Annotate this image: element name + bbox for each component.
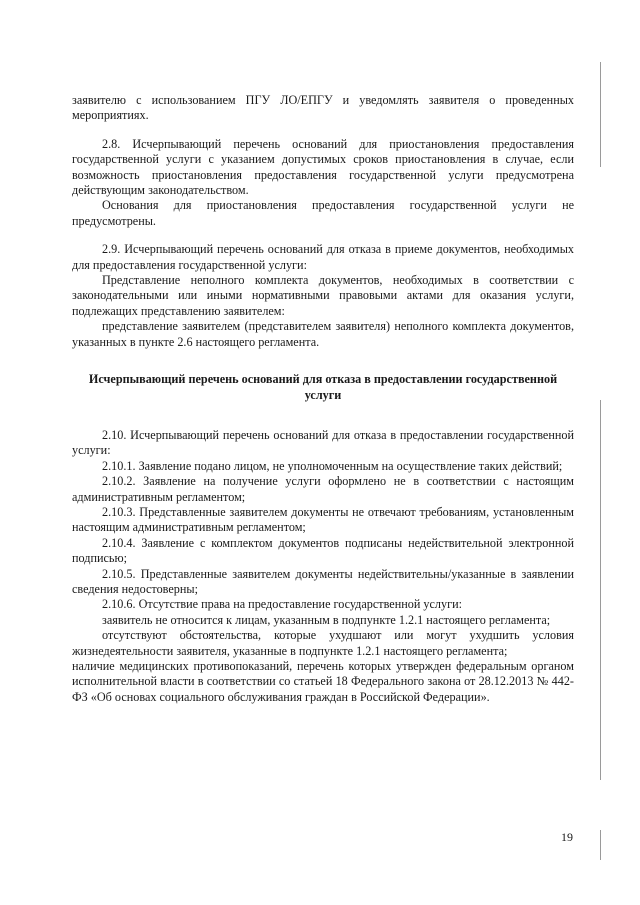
paragraph-continuation: заявителю с использованием ПГУ ЛО/ЕПГУ и уведомлять заявителя о проведенных мероприятиях. (72, 93, 574, 123)
paragraph-2-10-6: 2.10.6. Отсутствие права на предоставление государственной услуги: (102, 597, 463, 612)
paragraph-2-10-1: 2.10.1. Заявление подано лицом, не уполномоченным на осуществление таких действий; (102, 458, 563, 473)
scan-edge-line-top (600, 62, 601, 167)
paragraph-2-10-4: 2.10.4. Заявление с комплектом документов подписаны недействительной электронной подписью; (72, 535, 574, 566)
paragraph-2-10: 2.10. Исчерпывающий перечень оснований для отказа в предоставлении государственной услуги: (72, 427, 574, 458)
scan-edge-line-bottom (600, 830, 601, 860)
paragraph-2-10-2: 2.10.2. Заявление на получение услуги оформлено не в соответствии с настоящим административным регламентом; (72, 474, 574, 504)
document-body (72, 93, 574, 705)
paragraph-incomplete-set-detail: представление заявителем (представителем заявителя) неполного комплекта документов, указанных в пункте 2.6 настоящего регламента. (72, 319, 574, 349)
paragraph-2-9: 2.9. Исчерпывающий перечень оснований для отказа в приеме документов, необходимых для предоставления государственной услуги: (72, 242, 574, 272)
paragraph-no-suspension: Основания для приостановления предоставления государственной услуги не предусмотрены. (72, 198, 574, 228)
paragraph-no-circumstances: отсутствуют обстоятельства, которые ухудшают или могут ухудшить условия жизнедеятельности заявителя, указанные в подпункте 1.2.1 настоящего регламента; (72, 628, 574, 658)
page-number: 19 (561, 830, 573, 844)
paragraph-2-8: 2.8. Исчерпывающий перечень оснований для приостановления предоставления государственной услуги с указанием допустимых сроков приостановления в случае, если возможность приостановления предоставления государственной услуги предусмотрена действующим законодательством. (72, 136, 574, 198)
scan-edge-line-middle (600, 400, 601, 780)
section-heading: Исчерпывающий перечень оснований для отказа в предоставлении государственной услуги (88, 372, 558, 402)
paragraph-contraindications: наличие медицинских противопоказаний, перечень которых утвержден федеральным органом исполнительной власти в соответствии со статьей 18 Федерального закона от 28.12.2013 № 442-ФЗ «Об основах социального обслуживания граждан в Российской Федерации». (72, 659, 574, 704)
paragraph-not-eligible: заявитель не относится к лицам, указанным в подпункте 1.2.1 настоящего регламента; (102, 612, 551, 627)
paragraph-incomplete-set: Представление неполного комплекта документов, необходимых в соответствии с законодательными или иными нормативными правовыми актами для оказания услуги, подлежащих представлению заявителем: (72, 273, 574, 318)
paragraph-2-10-3: 2.10.3. Представленные заявителем документы не отвечают требованиям, установленным настоящим административным регламентом; (72, 504, 574, 535)
paragraph-2-10-5: 2.10.5. Представленные заявителем документы недействительны/указанные в заявлении сведения недостоверны; (72, 566, 574, 596)
